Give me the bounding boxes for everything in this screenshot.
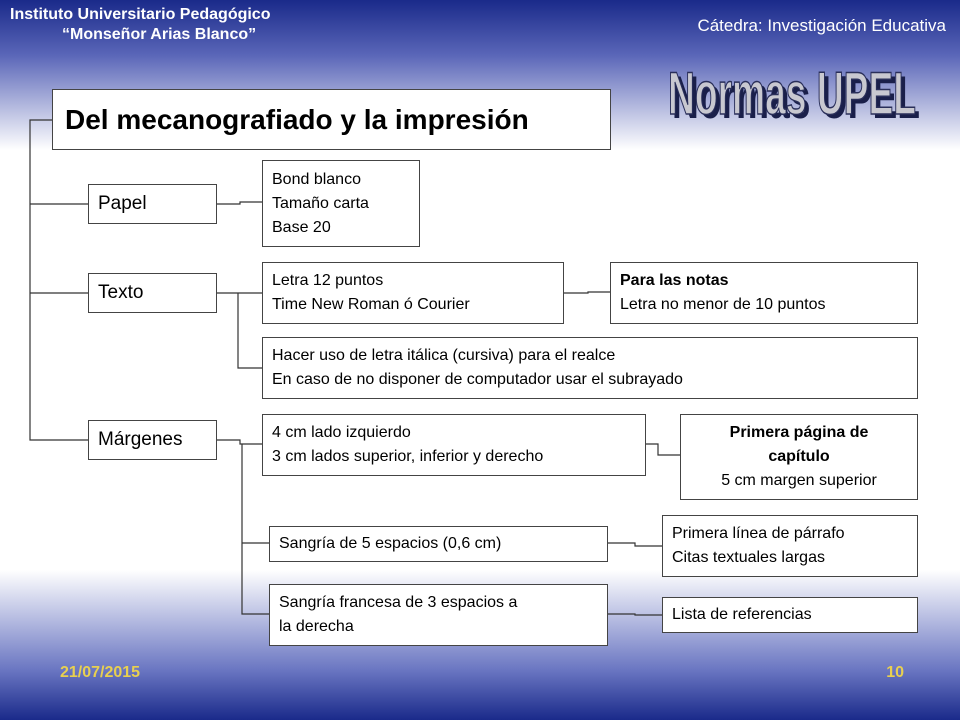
margenes-sizes-box <box>262 414 646 476</box>
texto-font-detail: Letra 12 puntos <box>272 272 384 289</box>
diagram-title-text: Del mecanografiado y la impresión <box>65 103 529 135</box>
papel-detail: Tamaño carta <box>272 194 369 212</box>
institute-name-line1: Instituto Universitario Pedagógico <box>10 6 271 23</box>
wordart-text: Normas UPEL <box>668 60 916 127</box>
institute-name-line2: “Monseñor Arias Blanco” <box>62 26 257 43</box>
wordart-shadow: Normas UPEL <box>672 64 920 131</box>
footer-date: 21/07/2015 <box>60 664 141 681</box>
capitulo-connector <box>646 444 680 455</box>
notas-connector <box>564 292 610 293</box>
margenes-detail: 4 cm lado izquierdo <box>272 424 411 441</box>
category-margenes <box>88 420 217 460</box>
capitulo-heading-line1: Primera página de <box>729 424 869 441</box>
diagram-title <box>52 89 611 150</box>
sangria-detail: Sangría de 5 espacios (0,6 cm) <box>279 535 502 552</box>
sangria-use: Citas textuales largas <box>672 549 825 566</box>
margenes-detail: 3 cm lados superior, inferior y derecho <box>272 448 544 465</box>
capitulo-heading-line2: capítulo <box>768 448 830 465</box>
notas-heading: Para las notas <box>620 272 729 289</box>
category-texto <box>88 273 217 313</box>
referencias-box <box>662 597 918 633</box>
referencias-connector <box>608 614 662 615</box>
category-margenes-label: Márgenes <box>98 429 183 450</box>
texto-font-box <box>262 262 564 324</box>
texto-italic-detail: Hacer uso de letra itálica (cursiva) para el realce <box>272 347 616 364</box>
francesa-detail: Sangría francesa de 3 espacios a <box>279 594 518 611</box>
notas-box <box>610 262 918 324</box>
texto-branch <box>238 293 262 368</box>
papel-details-box <box>262 160 420 247</box>
catedra-label: Cátedra: Investigación Educativa <box>697 16 946 35</box>
texto-italic-detail: En caso de no disponer de computador usar el subrayado <box>272 371 683 388</box>
page-number: 10 <box>886 664 904 681</box>
sangria-use: Primera línea de párrafo <box>672 525 845 542</box>
texto-font-detail: Time New Roman ó Courier <box>272 296 470 313</box>
category-papel-label: Papel <box>98 193 147 214</box>
capitulo-box <box>680 414 918 500</box>
sangria-uses-box <box>662 515 918 577</box>
spine-line <box>30 120 88 440</box>
notas-detail: Letra no menor de 10 puntos <box>620 296 826 313</box>
capitulo-detail: 5 cm margen superior <box>721 472 877 489</box>
papel-detail: Base 20 <box>272 218 331 236</box>
sangria-francesa-box <box>269 584 608 646</box>
sangria-box <box>269 526 608 562</box>
sangria-uses-connector <box>608 543 662 546</box>
category-texto-label: Texto <box>98 282 144 303</box>
texto-italic-box <box>262 337 918 399</box>
referencias-detail: Lista de referencias <box>672 606 812 623</box>
category-papel <box>88 184 217 224</box>
francesa-detail: la derecha <box>279 618 354 635</box>
papel-connector <box>217 202 262 204</box>
papel-detail: Bond blanco <box>272 170 361 188</box>
margenes-connector <box>217 440 262 444</box>
